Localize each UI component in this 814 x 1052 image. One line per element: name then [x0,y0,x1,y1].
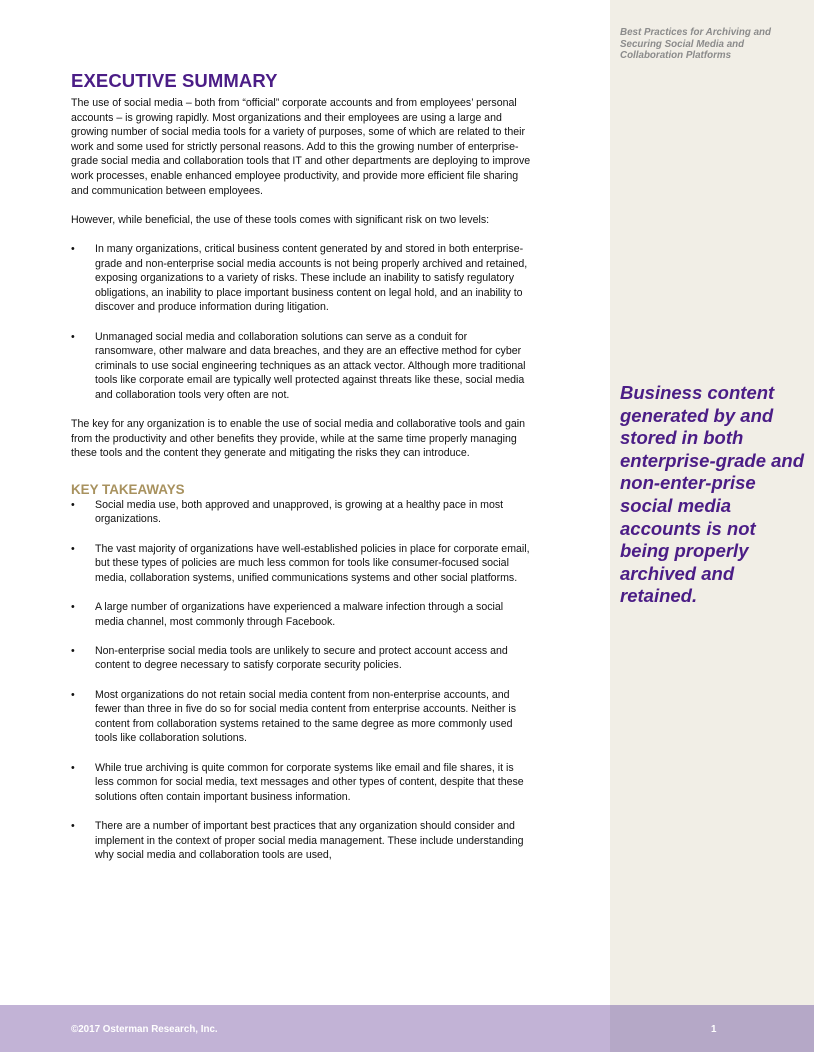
list-item-text: A large number of organizations have experienced a malware infection through a social media channel, most commonly through Facebook. [95,601,504,628]
list-item [71,542,531,586]
main-content [71,70,531,863]
executive-summary-heading: EXECUTIVE SUMMARY [71,70,278,91]
list-item-text: Non-enterprise social media tools are unlikely to secure and protect account access and content to degree necessary to satisfy corporate security policies. [95,644,508,672]
list-item-text: Most organizations do not retain social media content from non-enterprise accounts, and fewer than three in five do so for social media content from enterprise accounts. Neither is content from collaboration systems retained to the same degree as more commonly used tools like collaboration solutions. [95,688,517,745]
risk-bullet-list [71,242,531,403]
takeaways-bullet-list [71,498,531,863]
running-head: Best Practices for Archiving and Securing Social Media and Collaboration Platforms [620,27,771,62]
page-number: 1 [711,1024,717,1035]
list-item-text: There are a number of important best practices that any organization should consider and implement in the context of proper social media management. These include understanding why social media and collaboration tools are used, [95,819,524,862]
bullet-marker: • [71,330,75,343]
list-item-text: Unmanaged social media and collaboration solutions can serve as a conduit for ransomware, other malware and data breaches, and they are an effective method for cyber criminals to use social engineering techniques as an attack vector. Although more traditional tools like corporate email are typically well protected against threats like these, social media and collaboration tools very often are not. [95,330,526,401]
list-item [71,600,531,629]
list-item-text: The vast majority of organizations have well-established policies in place for corporate email, but these types of policies are much less common for tools like consumer-focused social media, collaboration systems, unified communications systems and other social platforms. [95,542,530,584]
bullet-marker: • [71,761,75,774]
list-item [71,330,531,403]
bullet-marker: • [71,601,75,613]
list-item [71,644,531,673]
bullet-marker: • [71,819,75,832]
list-item [71,761,531,805]
key-takeaways-heading: KEY TAKEAWAYS [71,481,185,497]
list-item-text: In many organizations, critical business content generated by and stored in both enterprise-grade and non-enterprise social media accounts is not being properly archived and retained, exposing organizations to a variety of risks. These include an inability to satisfy regulatory obligations, an inability to place important business content on legal hold, and an inability to discover and produce information during litigation. [95,242,528,314]
list-item [71,242,531,315]
list-item [71,819,531,863]
summary-paragraph-3: The key for any organization is to enable the use of social media and collaborative tools and gain from the productivity and other benefits they provide, while at the same time properly managing these tools and the content they generate and mitigating the risks they can introduce. [71,418,526,460]
list-item-text: Social media use, both approved and unapproved, is growing at a healthy pace in most organizations. [95,498,504,526]
bullet-marker: • [71,498,75,511]
page-footer [0,1005,814,1052]
list-item [71,688,531,746]
pull-quote: Business content generated by and stored in both enterprise-grade and non-enter-prise social media accounts is not being properly archived and retained. [620,382,805,607]
bullet-marker: • [71,242,75,255]
footer-copyright: ©2017 Osterman Research, Inc. [71,1024,218,1035]
summary-paragraph-1: The use of social media – both from “official” corporate accounts and from employees’ personal accounts – is growing rapidly. Most organizations and their employees are using a large and growing number of social media tools for a variety of purposes, some of which are related to their work and some used for strictly personal reasons. Add to this the growing number of enterprise-grade social media and collaboration tools that IT and other departments are deploying to improve work processes, enable enhanced employee productivity, and provide more efficient file sharing and communication between employees. [71,97,531,197]
bullet-marker: • [71,688,75,701]
list-item-text: While true archiving is quite common for corporate systems like email and file shares, it is less common for social media, text messages and other types of content, despite that these solutions often contain important business information. [95,761,524,803]
summary-paragraph-2: However, while beneficial, the use of these tools comes with significant risk on two levels: [71,213,490,226]
bullet-marker: • [71,644,75,657]
bullet-marker: • [71,542,75,555]
list-item [71,498,531,527]
